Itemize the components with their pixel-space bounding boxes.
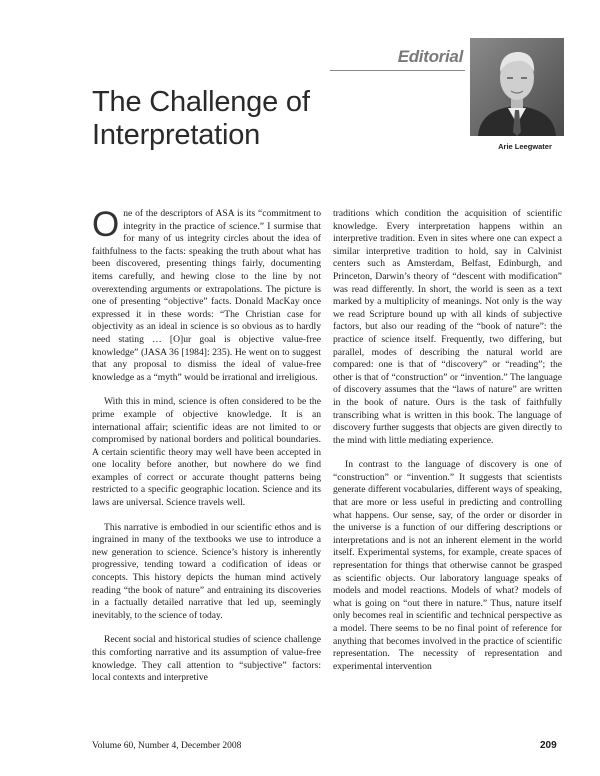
left-column <box>92 205 321 685</box>
drop-cap: O <box>92 205 120 244</box>
paragraph-1 <box>92 205 321 384</box>
right-column <box>333 208 562 673</box>
paragraph-1-text: ne of the descriptors of ASA is its “commitment to integrity in the practice of science.” I surmise that for many of us integrity circles about the idea of faithfulness to the facts: speaking the truth about what has been discovered, presenting things fairly, documenting items carefully, and hewing close to the line by not overextending arguments or extrapolations. The picture is one of presenting “objective” facts. Donald MacKay once expressed it in these words: “The Christian case for objectivity as an ideal in science is so obvious as to hardly need stating … [O]ur goal is objective value-free knowledge” (JASA 36 [1984]: 235). He went on to suggest that any proposal to dismiss the ideal of value-free knowledge as a “myth” would be irrational and irreligious. <box>92 208 321 383</box>
paragraph-3: This narrative is embodied in our scientific ethos and is ingrained in many of the textbooks we use to introduce a new generation to science. Science’s history is inherently progressive, tending toward a codification of ideas or concepts. This history depicts the human mind actively reading “the book of nature” and entraining its discoveries in a factually detailed narrative that led up, seemingly inevitably, to the science of today. <box>92 521 321 621</box>
paragraph-5: traditions which condition the acquisition of scientific knowledge. Every interpretation happens within an interpretive tradition. Even in sites where one can expect a similar interpretive tradition to hold, say in Calvinist centers such as Amsterdam, Belfast, Edinburgh, and Princeton, Darwin’s theory of “descent with modification” was read differently. In short, the world is seen as a text marked by a multiplicity of meanings. Not only is the way we read Scripture bound up with all kinds of subjective factors, but also our reading of the “book of nature”: the practice of science itself. Frequently, two differing, but parallel, modes of describing the natural world are compared: one is that of “discovery” or “reading”; the other is that of “construction” or “invention.” The language of discovery assumes that the “laws of nature” are written in the book of nature. Ours is the task of faithfully transcribing what is written in this book. The language of discovery further suggests that objects are given directly to the mind with little mediating experience. <box>333 208 562 446</box>
footer-volume-info: Volume 60, Number 4, December 2008 <box>92 741 242 751</box>
author-photo-icon <box>470 38 564 136</box>
article-title: The Challenge of Interpretation <box>92 86 310 151</box>
paragraph-6: In contrast to the language of discovery is one of “construction” or “invention.” It suggests that scientists generate different vocabularies, different ways of speaking, that are more or less useful in predicting and controlling what happens. Our sense, say, of the order or disorder in the universe is a function of our differing descriptions or interpretations and is not an inherent element in the world itself. Experimental systems, for example, create spaces of representation for things that otherwise cannot be grasped as scientific objects. Our laboratory language speaks of models and model reactions. Models of what? models of what is going on “out there in nature.” Thus, nature itself only becomes real in scientific and technical perspective as a model. There seems to be no final point of reference for anything that becomes involved in the practice of scientific representation. The necessity of representation and experimental intervention <box>333 459 562 672</box>
author-portrait <box>470 38 564 136</box>
paragraph-4: Recent social and historical studies of science challenge this comforting narrative and its assumption of value-free knowledge. They call attention to “subjective” factors: local contexts and interpretive <box>92 634 321 684</box>
section-label: Editorial <box>397 47 463 66</box>
page-number: 209 <box>540 740 557 751</box>
section-divider <box>330 70 465 71</box>
paragraph-2: With this in mind, science is often considered to be the prime example of objective knowledge. It is an international affair; scientific ideas are not limited to or compromised by national borders and political boundaries. A certain scientific theory may well have been accepted in one locality before another, but nowhere do we find examples of correct or accurate thought patterns being restricted to a specific geographic location. Science and its laws are universal. Science travels well. <box>92 396 321 509</box>
author-name: Arie Leegwater <box>498 142 552 151</box>
